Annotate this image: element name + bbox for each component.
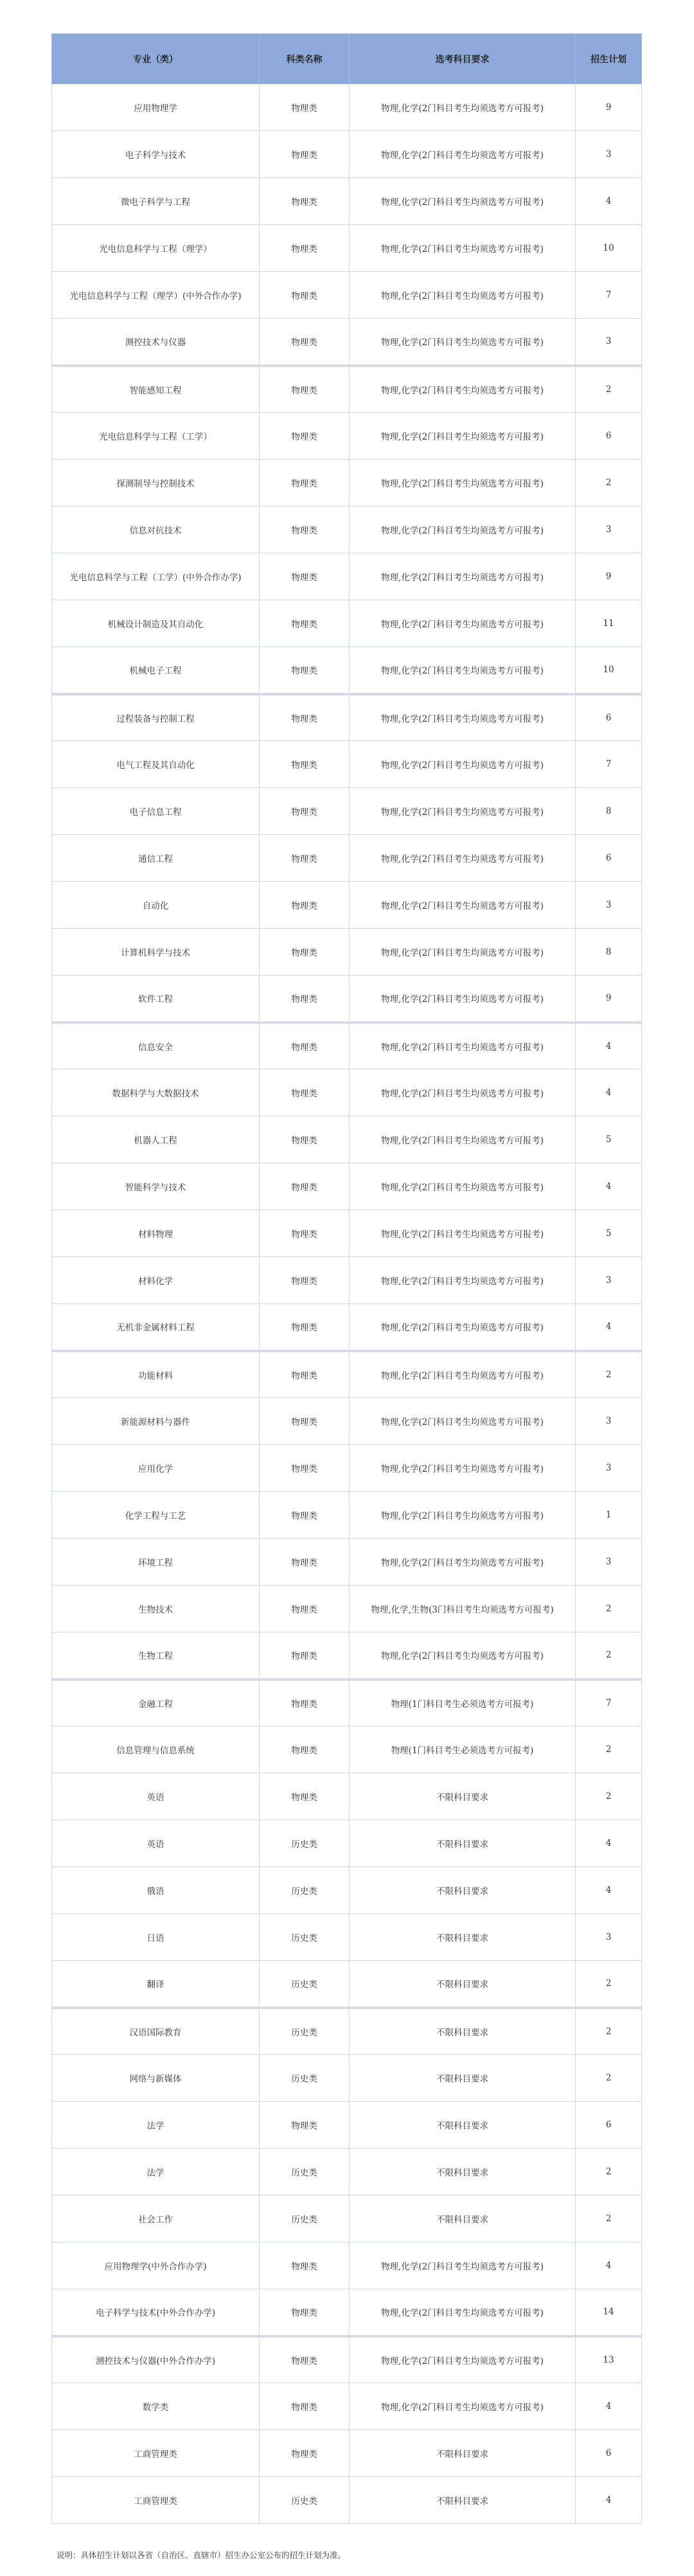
cell-major: 英语 [52, 1773, 260, 1820]
cell-category: 历史类 [260, 1914, 350, 1961]
admission-plan-page [51, 33, 641, 2524]
table-row [52, 1867, 642, 1914]
cell-category: 物理类 [260, 647, 350, 694]
cell-category: 物理类 [260, 506, 350, 553]
cell-subject-requirement: 物理,化学(2门科目考生均须选考方可报考) [350, 647, 576, 694]
cell-enrollment-plan: 5 [576, 1116, 642, 1163]
cell-subject-requirement: 不限科目要求 [350, 2149, 576, 2196]
cell-enrollment-plan: 4 [576, 1023, 642, 1069]
cell-subject-requirement: 物理,化学(2门科目考生均须选考方可报考) [350, 694, 576, 741]
cell-enrollment-plan: 4 [576, 1163, 642, 1210]
cell-major: 过程装备与控制工程 [52, 694, 260, 741]
table-row [52, 2242, 642, 2289]
cell-enrollment-plan: 4 [576, 1867, 642, 1914]
cell-major: 智能科学与技术 [52, 1163, 260, 1210]
cell-category: 物理类 [260, 460, 350, 506]
cell-major: 金融工程 [52, 1679, 260, 1726]
cell-category: 物理类 [260, 84, 350, 131]
cell-subject-requirement: 不限科目要求 [350, 1867, 576, 1914]
cell-enrollment-plan: 3 [576, 1257, 642, 1304]
cell-major: 法学 [52, 2102, 260, 2149]
table-row [52, 929, 642, 976]
cell-subject-requirement: 物理,化学(2门科目考生均须选考方可报考) [350, 741, 576, 788]
cell-enrollment-plan: 8 [576, 788, 642, 835]
cell-enrollment-plan: 4 [576, 1304, 642, 1351]
table-header [52, 34, 642, 84]
table-row [52, 2008, 642, 2055]
table-row [52, 1257, 642, 1304]
cell-subject-requirement: 不限科目要求 [350, 2430, 576, 2477]
cell-category: 历史类 [260, 2055, 350, 2102]
cell-enrollment-plan: 9 [576, 553, 642, 600]
cell-category: 历史类 [260, 2149, 350, 2196]
cell-subject-requirement: 物理,化学(2门科目考生均须选考方可报考) [350, 553, 576, 600]
cell-category: 历史类 [260, 2196, 350, 2242]
cell-category: 物理类 [260, 1586, 350, 1632]
cell-subject-requirement: 物理,化学(2门科目考生均须选考方可报考) [350, 1116, 576, 1163]
cell-major: 自动化 [52, 882, 260, 929]
cell-category: 物理类 [260, 929, 350, 976]
cell-category: 物理类 [260, 1023, 350, 1069]
cell-enrollment-plan: 5 [576, 1210, 642, 1257]
cell-enrollment-plan: 2 [576, 2196, 642, 2242]
cell-major: 化学工程与工艺 [52, 1492, 260, 1539]
table-row [52, 1210, 642, 1257]
cell-enrollment-plan: 2 [576, 2008, 642, 2055]
table-row [52, 600, 642, 647]
cell-major: 机械电子工程 [52, 647, 260, 694]
cell-enrollment-plan: 2 [576, 2055, 642, 2102]
table-row [52, 976, 642, 1023]
cell-major: 翻译 [52, 1961, 260, 2008]
cell-major: 软件工程 [52, 976, 260, 1023]
cell-enrollment-plan: 9 [576, 84, 642, 131]
cell-major: 汉语国际教育 [52, 2008, 260, 2055]
cell-enrollment-plan: 10 [576, 647, 642, 694]
table-row [52, 835, 642, 882]
cell-subject-requirement: 物理,化学(2门科目考生均须选考方可报考) [350, 1069, 576, 1116]
cell-subject-requirement: 物理,化学(2门科目考生均须选考方可报考) [350, 600, 576, 647]
cell-category: 物理类 [260, 2102, 350, 2149]
cell-subject-requirement: 不限科目要求 [350, 1773, 576, 1820]
table-row [52, 1539, 642, 1586]
table-row [52, 2477, 642, 2524]
header-major: 专业（类） [52, 34, 260, 84]
cell-enrollment-plan: 6 [576, 694, 642, 741]
cell-major: 光电信息科学与工程（理学） [52, 225, 260, 272]
cell-major: 网络与新媒体 [52, 2055, 260, 2102]
cell-category: 物理类 [260, 366, 350, 413]
cell-major: 光电信息科学与工程（理学）(中外合作办学) [52, 272, 260, 319]
table-row [52, 2383, 642, 2430]
cell-enrollment-plan: 2 [576, 2149, 642, 2196]
cell-category: 物理类 [260, 882, 350, 929]
cell-category: 物理类 [260, 553, 350, 600]
cell-subject-requirement: 不限科目要求 [350, 2008, 576, 2055]
table-row [52, 366, 642, 413]
cell-subject-requirement: 物理,化学(2门科目考生均须选考方可报考) [350, 2336, 576, 2383]
cell-major: 信息对抗技术 [52, 506, 260, 553]
table-row [52, 647, 642, 694]
table-row [52, 1679, 642, 1726]
table-row [52, 1304, 642, 1351]
table-row [52, 2289, 642, 2336]
table-row [52, 1351, 642, 1398]
cell-major: 材料物理 [52, 1210, 260, 1257]
cell-category: 物理类 [260, 178, 350, 225]
cell-major: 电气工程及其自动化 [52, 741, 260, 788]
cell-category: 物理类 [260, 1398, 350, 1445]
cell-subject-requirement: 物理,化学(2门科目考生均须选考方可报考) [350, 506, 576, 553]
cell-major: 计算机科学与技术 [52, 929, 260, 976]
table-row [52, 1586, 642, 1632]
cell-major: 电子科学与技术 [52, 131, 260, 178]
cell-enrollment-plan: 4 [576, 2242, 642, 2289]
cell-category: 物理类 [260, 788, 350, 835]
table-row [52, 2430, 642, 2477]
cell-major: 生物技术 [52, 1586, 260, 1632]
cell-major: 法学 [52, 2149, 260, 2196]
cell-category: 物理类 [260, 1351, 350, 1398]
cell-subject-requirement: 物理(1门科目考生必须选考方可报考) [350, 1726, 576, 1773]
cell-subject-requirement: 物理,化学(2门科目考生均须选考方可报考) [350, 319, 576, 366]
cell-subject-requirement: 物理,化学(2门科目考生均须选考方可报考) [350, 788, 576, 835]
cell-category: 物理类 [260, 2336, 350, 2383]
cell-major: 电子信息工程 [52, 788, 260, 835]
cell-enrollment-plan: 7 [576, 1679, 642, 1726]
cell-major: 光电信息科学与工程（工学）(中外合作办学) [52, 553, 260, 600]
cell-category: 物理类 [260, 1726, 350, 1773]
cell-category: 物理类 [260, 1116, 350, 1163]
table-row [52, 272, 642, 319]
cell-category: 物理类 [260, 1773, 350, 1820]
table-row [52, 1914, 642, 1961]
table-row [52, 1069, 642, 1116]
table-header-row [52, 34, 642, 84]
cell-enrollment-plan: 4 [576, 2477, 642, 2524]
table-row [52, 460, 642, 506]
table-row [52, 413, 642, 460]
cell-category: 物理类 [260, 2430, 350, 2477]
cell-category: 物理类 [260, 1445, 350, 1492]
cell-enrollment-plan: 3 [576, 1445, 642, 1492]
cell-subject-requirement: 不限科目要求 [350, 1961, 576, 2008]
cell-enrollment-plan: 3 [576, 1539, 642, 1586]
cell-subject-requirement: 物理,化学(2门科目考生均须选考方可报考) [350, 131, 576, 178]
cell-enrollment-plan: 3 [576, 1398, 642, 1445]
table-row [52, 788, 642, 835]
cell-major: 日语 [52, 1914, 260, 1961]
table-row [52, 84, 642, 131]
table-body [52, 84, 642, 2524]
cell-major: 电子科学与技术(中外合作办学) [52, 2289, 260, 2336]
cell-enrollment-plan: 1 [576, 1492, 642, 1539]
cell-category: 物理类 [260, 225, 350, 272]
table-row [52, 1820, 642, 1867]
cell-subject-requirement: 物理,化学(2门科目考生均须选考方可报考) [350, 2383, 576, 2430]
cell-subject-requirement: 物理,化学(2门科目考生均须选考方可报考) [350, 1257, 576, 1304]
cell-major: 通信工程 [52, 835, 260, 882]
cell-major: 环境工程 [52, 1539, 260, 1586]
cell-subject-requirement: 物理,化学(2门科目考生均须选考方可报考) [350, 1632, 576, 1679]
cell-subject-requirement: 物理,化学(2门科目考生均须选考方可报考) [350, 1023, 576, 1069]
table-row [52, 741, 642, 788]
cell-subject-requirement: 物理,化学(2门科目考生均须选考方可报考) [350, 1210, 576, 1257]
cell-subject-requirement: 不限科目要求 [350, 2477, 576, 2524]
cell-major: 英语 [52, 1820, 260, 1867]
cell-enrollment-plan: 2 [576, 1632, 642, 1679]
table-row [52, 1632, 642, 1679]
cell-major: 机械设计制造及其自动化 [52, 600, 260, 647]
cell-subject-requirement: 物理,化学(2门科目考生均须选考方可报考) [350, 225, 576, 272]
cell-enrollment-plan: 3 [576, 131, 642, 178]
cell-category: 物理类 [260, 741, 350, 788]
cell-major: 数据科学与大数据技术 [52, 1069, 260, 1116]
cell-category: 物理类 [260, 272, 350, 319]
table-row [52, 1492, 642, 1539]
admission-plan-table [51, 33, 642, 2524]
table-row [52, 1445, 642, 1492]
cell-major: 俄语 [52, 1867, 260, 1914]
cell-enrollment-plan: 3 [576, 319, 642, 366]
cell-subject-requirement: 物理,化学(2门科目考生均须选考方可报考) [350, 178, 576, 225]
table-row [52, 178, 642, 225]
cell-enrollment-plan: 11 [576, 600, 642, 647]
table-row [52, 2196, 642, 2242]
table-row [52, 2055, 642, 2102]
cell-subject-requirement: 物理,化学(2门科目考生均须选考方可报考) [350, 1539, 576, 1586]
cell-category: 物理类 [260, 1257, 350, 1304]
cell-major: 微电子科学与工程 [52, 178, 260, 225]
cell-category: 物理类 [260, 1163, 350, 1210]
cell-enrollment-plan: 4 [576, 2383, 642, 2430]
cell-enrollment-plan: 2 [576, 1351, 642, 1398]
cell-category: 历史类 [260, 1867, 350, 1914]
cell-enrollment-plan: 2 [576, 1773, 642, 1820]
table-row [52, 1023, 642, 1069]
cell-subject-requirement: 物理,化学(2门科目考生均须选考方可报考) [350, 835, 576, 882]
cell-major: 功能材料 [52, 1351, 260, 1398]
cell-enrollment-plan: 13 [576, 2336, 642, 2383]
cell-enrollment-plan: 14 [576, 2289, 642, 2336]
cell-category: 物理类 [260, 600, 350, 647]
table-row [52, 1398, 642, 1445]
cell-enrollment-plan: 8 [576, 929, 642, 976]
cell-major: 应用物理学(中外合作办学) [52, 2242, 260, 2289]
cell-category: 历史类 [260, 1820, 350, 1867]
cell-category: 物理类 [260, 976, 350, 1023]
cell-major: 新能源材料与器件 [52, 1398, 260, 1445]
cell-major: 光电信息科学与工程（工学） [52, 413, 260, 460]
cell-subject-requirement: 物理,化学(2门科目考生均须选考方可报考) [350, 882, 576, 929]
cell-enrollment-plan: 6 [576, 2430, 642, 2477]
table-row [52, 694, 642, 741]
header-category: 科类名称 [260, 34, 350, 84]
cell-subject-requirement: 物理,化学(2门科目考生均须选考方可报考) [350, 413, 576, 460]
table-row [52, 1726, 642, 1773]
table-row [52, 2149, 642, 2196]
cell-subject-requirement: 物理,化学(2门科目考生均须选考方可报考) [350, 929, 576, 976]
cell-category: 物理类 [260, 413, 350, 460]
table-row [52, 1773, 642, 1820]
cell-enrollment-plan: 4 [576, 1069, 642, 1116]
cell-category: 物理类 [260, 131, 350, 178]
cell-enrollment-plan: 6 [576, 835, 642, 882]
cell-category: 物理类 [260, 1492, 350, 1539]
cell-major: 社会工作 [52, 2196, 260, 2242]
cell-category: 物理类 [260, 319, 350, 366]
cell-enrollment-plan: 6 [576, 413, 642, 460]
cell-enrollment-plan: 6 [576, 2102, 642, 2149]
cell-category: 物理类 [260, 2383, 350, 2430]
cell-enrollment-plan: 9 [576, 976, 642, 1023]
cell-subject-requirement: 物理,化学(2门科目考生均须选考方可报考) [350, 1163, 576, 1210]
cell-subject-requirement: 物理,化学(2门科目考生均须选考方可报考) [350, 1492, 576, 1539]
table-row [52, 225, 642, 272]
cell-subject-requirement: 物理,化学,生物(3门科目考生均须选考方可报考) [350, 1586, 576, 1632]
header-subject-requirement: 选考科目要求 [350, 34, 576, 84]
cell-category: 物理类 [260, 2242, 350, 2289]
cell-subject-requirement: 不限科目要求 [350, 2196, 576, 2242]
cell-category: 物理类 [260, 2289, 350, 2336]
header-enrollment-plan: 招生计划 [576, 34, 642, 84]
cell-subject-requirement: 物理,化学(2门科目考生均须选考方可报考) [350, 1351, 576, 1398]
cell-enrollment-plan: 2 [576, 1961, 642, 2008]
cell-enrollment-plan: 2 [576, 460, 642, 506]
table-row [52, 2102, 642, 2149]
cell-major: 信息管理与信息系统 [52, 1726, 260, 1773]
cell-subject-requirement: 物理(1门科目考生必须选考方可报考) [350, 1679, 576, 1726]
cell-enrollment-plan: 2 [576, 1586, 642, 1632]
cell-major: 工商管理类 [52, 2477, 260, 2524]
cell-category: 历史类 [260, 2477, 350, 2524]
cell-major: 探测制导与控制技术 [52, 460, 260, 506]
cell-major: 工商管理类 [52, 2430, 260, 2477]
cell-category: 物理类 [260, 1679, 350, 1726]
table-row [52, 2336, 642, 2383]
cell-subject-requirement: 物理,化学(2门科目考生均须选考方可报考) [350, 2242, 576, 2289]
cell-major: 机器人工程 [52, 1116, 260, 1163]
cell-subject-requirement: 物理,化学(2门科目考生均须选考方可报考) [350, 84, 576, 131]
cell-enrollment-plan: 3 [576, 1914, 642, 1961]
cell-category: 物理类 [260, 1632, 350, 1679]
cell-major: 应用物理学 [52, 84, 260, 131]
cell-category: 物理类 [260, 1304, 350, 1351]
table-row [52, 882, 642, 929]
table-row [52, 1961, 642, 2008]
cell-category: 物理类 [260, 1210, 350, 1257]
cell-category: 物理类 [260, 1539, 350, 1586]
cell-enrollment-plan: 3 [576, 882, 642, 929]
cell-enrollment-plan: 7 [576, 272, 642, 319]
cell-major: 数学类 [52, 2383, 260, 2430]
cell-category: 物理类 [260, 694, 350, 741]
cell-category: 历史类 [260, 2008, 350, 2055]
table-row [52, 319, 642, 366]
cell-subject-requirement: 物理,化学(2门科目考生均须选考方可报考) [350, 2289, 576, 2336]
cell-category: 历史类 [260, 1961, 350, 2008]
cell-enrollment-plan: 7 [576, 741, 642, 788]
cell-subject-requirement: 物理,化学(2门科目考生均须选考方可报考) [350, 976, 576, 1023]
cell-subject-requirement: 物理,化学(2门科目考生均须选考方可报考) [350, 366, 576, 413]
table-row [52, 1116, 642, 1163]
table-row [52, 506, 642, 553]
cell-major: 材料化学 [52, 1257, 260, 1304]
cell-subject-requirement: 物理,化学(2门科目考生均须选考方可报考) [350, 460, 576, 506]
cell-category: 物理类 [260, 1069, 350, 1116]
cell-enrollment-plan: 4 [576, 178, 642, 225]
cell-enrollment-plan: 10 [576, 225, 642, 272]
cell-major: 信息安全 [52, 1023, 260, 1069]
cell-subject-requirement: 物理,化学(2门科目考生均须选考方可报考) [350, 1304, 576, 1351]
table-row [52, 131, 642, 178]
cell-enrollment-plan: 2 [576, 1726, 642, 1773]
cell-subject-requirement: 物理,化学(2门科目考生均须选考方可报考) [350, 272, 576, 319]
cell-major: 测控技术与仪器 [52, 319, 260, 366]
cell-subject-requirement: 不限科目要求 [350, 2055, 576, 2102]
cell-subject-requirement: 不限科目要求 [350, 2102, 576, 2149]
cell-major: 智能感知工程 [52, 366, 260, 413]
cell-subject-requirement: 物理,化学(2门科目考生均须选考方可报考) [350, 1398, 576, 1445]
cell-major: 无机非金属材料工程 [52, 1304, 260, 1351]
cell-subject-requirement: 物理,化学(2门科目考生均须选考方可报考) [350, 1445, 576, 1492]
cell-subject-requirement: 不限科目要求 [350, 1914, 576, 1961]
cell-major: 生物工程 [52, 1632, 260, 1679]
cell-subject-requirement: 不限科目要求 [350, 1820, 576, 1867]
table-row [52, 1163, 642, 1210]
cell-enrollment-plan: 4 [576, 1820, 642, 1867]
cell-major: 应用化学 [52, 1445, 260, 1492]
cell-category: 物理类 [260, 835, 350, 882]
cell-enrollment-plan: 2 [576, 366, 642, 413]
footnote: 说明：具体招生计划以各省（自治区、直辖市）招生办公室公布的招生计划为准。 [57, 2550, 346, 2560]
cell-enrollment-plan: 3 [576, 506, 642, 553]
cell-major: 测控技术与仪器(中外合作办学) [52, 2336, 260, 2383]
table-row [52, 553, 642, 600]
